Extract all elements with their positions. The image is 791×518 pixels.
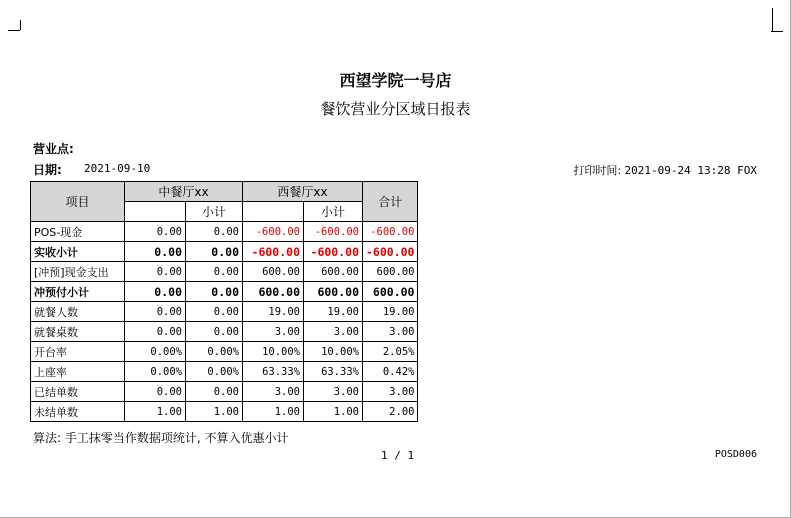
algorithm-note: 算法: 手工抹零当作数据项统计, 不算入优惠小计 <box>33 431 289 445</box>
row-label: 未结单数 <box>31 402 125 422</box>
cell-value: 0.00% <box>125 362 186 382</box>
row-label: 冲预付小计 <box>31 282 125 302</box>
row-label: 上座率 <box>31 362 125 382</box>
cell-value: 3.00 <box>243 382 304 402</box>
row-label: 就餐桌数 <box>31 322 125 342</box>
cell-value: 0.00 <box>125 322 186 342</box>
cell-value: 19.00 <box>304 302 363 322</box>
table-row <box>31 262 418 282</box>
crop-mark-top-right <box>772 8 773 32</box>
cell-value: 0.00 <box>125 262 186 282</box>
cell-value: 3.00 <box>243 322 304 342</box>
header-blank-1 <box>125 202 186 222</box>
cell-value: 10.00% <box>304 342 363 362</box>
table-row <box>31 282 418 302</box>
cell-value: 1.00 <box>304 402 363 422</box>
table-row <box>31 322 418 342</box>
cell-value: 10.00% <box>243 342 304 362</box>
table-row <box>31 402 418 422</box>
report-table <box>30 181 418 422</box>
header-group-2: 西餐厅xx <box>243 182 363 202</box>
cell-value: -600.00 <box>243 222 304 242</box>
cell-value: 0.00% <box>125 342 186 362</box>
cell-value: 2.00 <box>363 402 418 422</box>
table-row <box>31 362 418 382</box>
row-label: [冲预]现金支出 <box>31 262 125 282</box>
cell-value: 19.00 <box>243 302 304 322</box>
cell-value: 600.00 <box>363 282 418 302</box>
cell-value: 0.00 <box>125 282 186 302</box>
cell-value: -600.00 <box>243 242 304 262</box>
cell-value: 1.00 <box>125 402 186 422</box>
cell-value: 0.00 <box>186 242 243 262</box>
cell-value: 1.00 <box>243 402 304 422</box>
cell-value: 63.33% <box>243 362 304 382</box>
cell-value: 600.00 <box>243 262 304 282</box>
cell-value: 3.00 <box>304 382 363 402</box>
cell-value: 0.00 <box>125 222 186 242</box>
cell-value: 0.00 <box>186 222 243 242</box>
cell-value: -600.00 <box>304 242 363 262</box>
print-time <box>573 162 757 178</box>
date-label: 日期: <box>33 163 62 177</box>
report-body <box>31 222 418 422</box>
cell-value: 3.00 <box>304 322 363 342</box>
crop-mark-top-left <box>20 20 21 30</box>
cell-value: -600.00 <box>363 242 418 262</box>
table-row <box>31 242 418 262</box>
site-label: 营业点: <box>33 142 74 156</box>
header-group-1: 中餐厅xx <box>125 182 243 202</box>
table-row <box>31 302 418 322</box>
report-code: POSD006 <box>714 449 757 460</box>
cell-value: -600.00 <box>304 222 363 242</box>
cell-value: 0.00 <box>125 382 186 402</box>
cell-value: 3.00 <box>363 322 418 342</box>
cell-value: 0.00 <box>186 382 243 402</box>
row-label: POS-现金 <box>31 222 125 242</box>
page-number: 1 / 1 <box>381 449 415 462</box>
date-value: 2021-09-10 <box>84 162 151 175</box>
row-label: 开台率 <box>31 342 125 362</box>
header-subtotal-1: 小计 <box>186 202 243 222</box>
table-row <box>31 342 418 362</box>
header-subtotal-2: 小计 <box>304 202 363 222</box>
row-label: 就餐人数 <box>31 302 125 322</box>
table-row <box>31 382 418 402</box>
header-item: 项目 <box>31 182 125 222</box>
cell-value: 600.00 <box>363 262 418 282</box>
cell-value: 0.00 <box>125 302 186 322</box>
cell-value: 0.00% <box>186 342 243 362</box>
cell-value: 0.00% <box>186 362 243 382</box>
cell-value: 0.00 <box>186 302 243 322</box>
cell-value: 600.00 <box>304 282 363 302</box>
print-time-label: 打印时间: <box>573 164 622 177</box>
row-label: 已结单数 <box>31 382 125 402</box>
header-blank-2 <box>243 202 304 222</box>
table-row <box>31 222 418 242</box>
crop-mark-top-left-h <box>8 30 20 31</box>
print-time-value: 2021-09-24 13:28 FOX <box>624 164 757 177</box>
cell-value: 3.00 <box>363 382 418 402</box>
cell-value: -600.00 <box>363 222 418 242</box>
report-title: 餐饮营业分区域日报表 <box>320 100 471 118</box>
cell-value: 1.00 <box>186 402 243 422</box>
cell-value: 600.00 <box>304 262 363 282</box>
header-total: 合计 <box>363 182 418 222</box>
cell-value: 600.00 <box>243 282 304 302</box>
store-name: 西望学院一号店 <box>339 71 452 90</box>
crop-mark-top-right-h <box>771 31 783 32</box>
cell-value: 19.00 <box>363 302 418 322</box>
cell-value: 63.33% <box>304 362 363 382</box>
cell-value: 2.05% <box>363 342 418 362</box>
cell-value: 0.00 <box>186 282 243 302</box>
cell-value: 0.00 <box>186 322 243 342</box>
cell-value: 0.00 <box>125 242 186 262</box>
cell-value: 0.00 <box>186 262 243 282</box>
cell-value: 0.42% <box>363 362 418 382</box>
row-label: 实收小计 <box>31 242 125 262</box>
